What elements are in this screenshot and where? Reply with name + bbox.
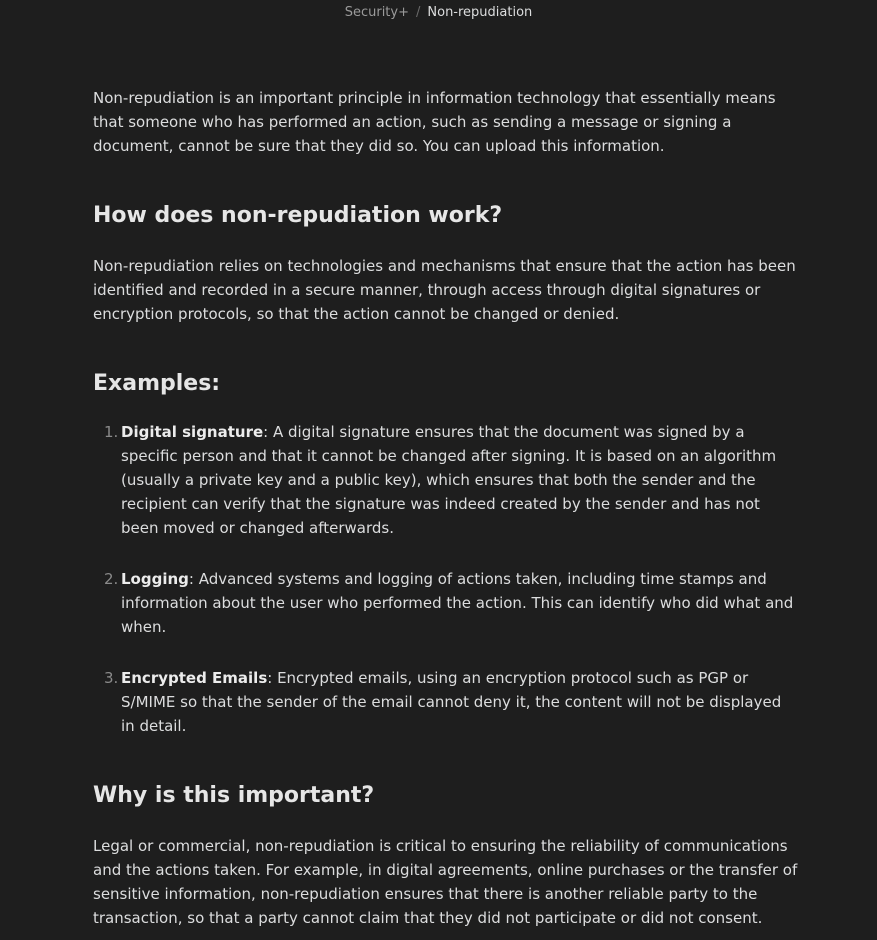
why-important-paragraph: Legal or commercial, non-repudiation is critical to ensuring the reliability of communications and the actions taken. For example, in digital agreements, online purchases or the transfer of sensitive information, non-repudiation ensures that there is another reliable party to the transaction, so that a party cannot claim that they did not participate or did not consent.: [93, 837, 798, 927]
heading-examples: Examples:: [93, 371, 221, 396]
list-item-number: 3.: [104, 669, 119, 687]
breadcrumb-parent[interactable]: Security+: [344, 5, 409, 20]
breadcrumb-separator: /: [416, 5, 421, 20]
list-item-number: 1.: [104, 423, 119, 441]
list-item: [93, 567, 798, 639]
list-item-term: Encrypted Emails: [121, 669, 268, 687]
list-item: [93, 420, 798, 540]
list-item-text: : Encrypted emails, using an encryption protocol such as PGP or S/MIME so that the sender of the email cannot deny it, the content will not be displayed in detail.: [121, 669, 782, 735]
list-item-term: Digital signature: [121, 423, 264, 441]
intro-paragraph: Non-repudiation is an important principle in information technology that essentially means that someone who has performed an action, such as sending a message or signing a document, cannot be sure that they did so. You can upload this information.: [93, 89, 776, 155]
list-item-text: : Advanced systems and logging of actions taken, including time stamps and information about the user who performed the action. This can identify who did what and when.: [121, 570, 794, 636]
list-item-term: Logging: [121, 570, 189, 588]
heading-how-it-works: How does non-repudiation work?: [93, 203, 503, 228]
how-it-works-paragraph: Non-repudiation relies on technologies and mechanisms that ensure that the action has been identified and recorded in a secure manner, through access through digital signatures or encryption protocols, so that the action cannot be changed or denied.: [93, 257, 796, 323]
list-item-number: 2.: [104, 570, 119, 588]
examples-list: [93, 420, 798, 738]
breadcrumb: [0, 0, 877, 26]
list-item-text: : A digital signature ensures that the document was signed by a specific person and that it cannot be changed after signing. It is based on an algorithm (usually a private key and a public key), which ensures that both the sender and the recipient can verify that the signature was indeed created by the sender and has not been moved or changed afterwards.: [121, 423, 777, 537]
heading-why-important: Why is this important?: [93, 783, 375, 808]
list-item: [93, 666, 798, 738]
note-content: [93, 84, 798, 930]
breadcrumb-current[interactable]: Non-repudiation: [427, 5, 533, 20]
